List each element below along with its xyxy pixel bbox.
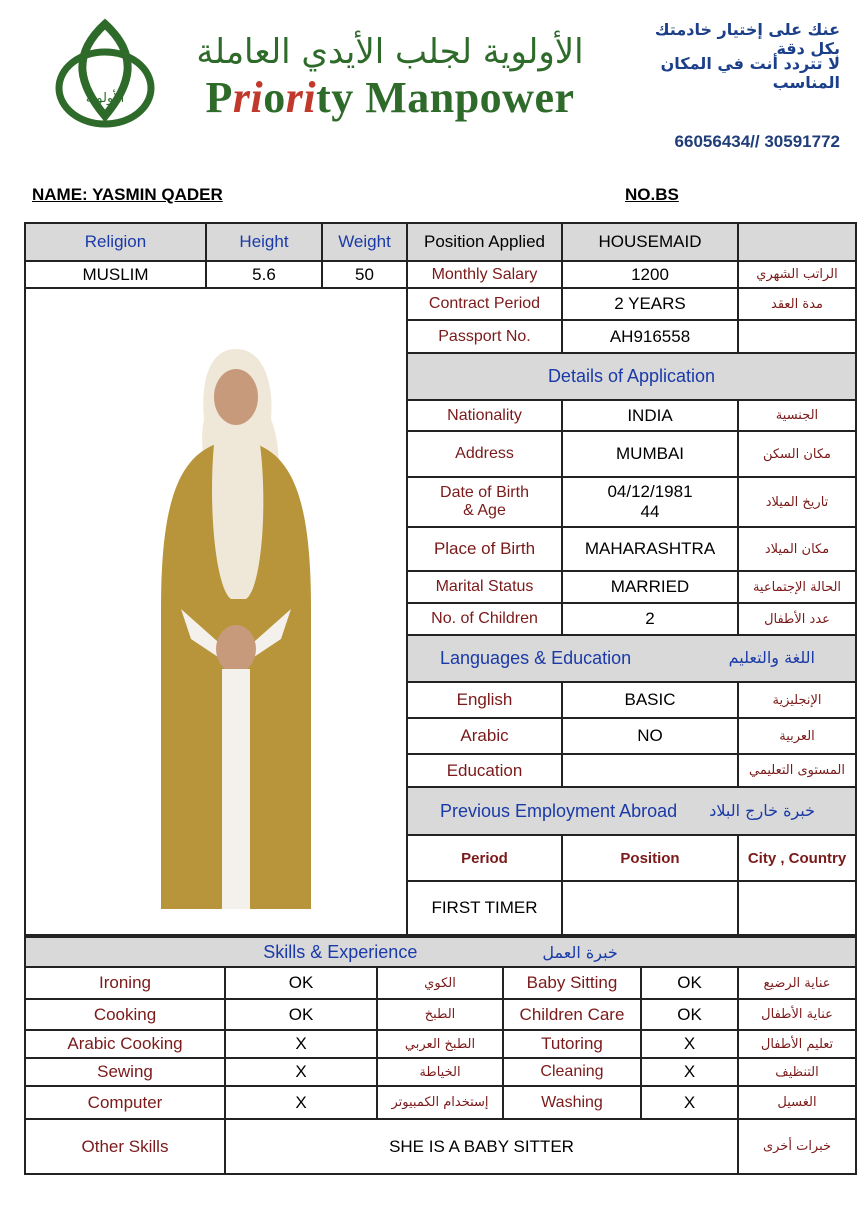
place-of-birth-value: MAHARASHTRA: [562, 527, 738, 571]
nationality-ar: الجنسية: [738, 400, 856, 431]
brand-name-arabic: الأولوية لجلب الأيدي العاملة: [196, 32, 584, 72]
skill-label: Cooking: [25, 999, 225, 1030]
candidate-photo: [156, 349, 316, 924]
passport-blank: [738, 320, 856, 353]
marital-status-label: Marital Status: [407, 571, 562, 603]
skill-value: OK: [641, 967, 738, 999]
tagline-line-1: عنك على إختيار خادمتك بكل دقة: [654, 20, 840, 58]
education-ar: المستوى التعليمي: [738, 754, 856, 787]
contract-period-value: 2 YEARS: [562, 288, 738, 320]
other-skills-ar: خبرات أخرى: [738, 1119, 856, 1174]
skill-label: Washing: [503, 1086, 641, 1119]
skill-row: [25, 999, 856, 1030]
skill-label: Baby Sitting: [503, 967, 641, 999]
skill-value: X: [641, 1086, 738, 1119]
skill-ar: التنظيف: [738, 1058, 856, 1086]
skill-value: OK: [225, 999, 377, 1030]
company-logo: [50, 16, 160, 134]
skills-table: [24, 936, 857, 1175]
skill-value: X: [225, 1030, 377, 1058]
skill-value: OK: [225, 967, 377, 999]
candidate-photo-cell: [25, 288, 407, 935]
arabic-value: NO: [562, 718, 738, 754]
place-of-birth-label: Place of Birth: [407, 527, 562, 571]
skill-value: X: [641, 1058, 738, 1086]
monthly-salary-label: Monthly Salary: [407, 261, 562, 288]
dob-value: 04/12/1981 44: [562, 477, 738, 527]
skill-ar: الطبخ: [377, 999, 503, 1030]
address-value: MUMBAI: [562, 431, 738, 477]
arabic-ar: العربية: [738, 718, 856, 754]
skill-label: Sewing: [25, 1058, 225, 1086]
skill-label: Arabic Cooking: [25, 1030, 225, 1058]
children-label: No. of Children: [407, 603, 562, 635]
nationality-label: Nationality: [407, 400, 562, 431]
english-ar: الإنجليزية: [738, 682, 856, 718]
other-skills-label: Other Skills: [25, 1119, 225, 1174]
religion-header: Religion: [25, 223, 206, 261]
skill-ar: عناية الأطفال: [738, 999, 856, 1030]
contract-period-ar: مدة العقد: [738, 288, 856, 320]
monthly-salary-value: 1200: [562, 261, 738, 288]
skill-ar: تعليم الأطفال: [738, 1030, 856, 1058]
weight-header: Weight: [322, 223, 407, 261]
tagline-line-2: لا تتردد أنت في المكان المناسب: [660, 54, 840, 92]
skill-label: Tutoring: [503, 1030, 641, 1058]
skill-value: OK: [641, 999, 738, 1030]
contract-period-label: Contract Period: [407, 288, 562, 320]
place-of-birth-ar: مكان الميلاد: [738, 527, 856, 571]
dob-label: Date of Birth & Age: [407, 477, 562, 527]
employment-position-value: [562, 881, 738, 935]
other-skills-value: SHE IS A BABY SITTER: [225, 1119, 738, 1174]
skill-row: [25, 1058, 856, 1086]
religion-value: MUSLIM: [25, 261, 206, 288]
marital-status-ar: الحالة الإجتماعية: [738, 571, 856, 603]
height-value: 5.6: [206, 261, 322, 288]
skills-section-title: Skills & Experience خبرة العمل: [25, 937, 856, 967]
skill-ar: إستخدام الكمبيوتر: [377, 1086, 503, 1119]
employment-position-header: Position: [562, 835, 738, 881]
employment-section-title: Previous Employment Abroad خبرة خارج البلاد: [407, 787, 856, 835]
children-value: 2: [562, 603, 738, 635]
skill-label: Computer: [25, 1086, 225, 1119]
skill-ar: الكوي: [377, 967, 503, 999]
skill-row: [25, 1086, 856, 1119]
marital-status-value: MARRIED: [562, 571, 738, 603]
children-ar: عدد الأطفال: [738, 603, 856, 635]
employment-location-value: [738, 881, 856, 935]
skill-label: Children Care: [503, 999, 641, 1030]
passport-value: AH916558: [562, 320, 738, 353]
passport-label: Passport No.: [407, 320, 562, 353]
reference-number: NO.BS: [625, 185, 679, 204]
weight-value: 50: [322, 261, 407, 288]
skill-label: Ironing: [25, 967, 225, 999]
brand-name-english: Priority Manpower: [205, 73, 575, 122]
english-label: English: [407, 682, 562, 718]
arabic-label: Arabic: [407, 718, 562, 754]
application-table: [24, 222, 857, 936]
education-label: Education: [407, 754, 562, 787]
skill-row: [25, 967, 856, 999]
education-value: [562, 754, 738, 787]
phone-numbers: 66056434// 30591772: [674, 132, 840, 151]
monthly-salary-ar: الراتب الشهري: [738, 261, 856, 288]
address-label: Address: [407, 431, 562, 477]
nationality-value: INDIA: [562, 400, 738, 431]
position-applied-blank: [738, 223, 856, 261]
employment-period-header: Period: [407, 835, 562, 881]
position-applied-value: HOUSEMAID: [562, 223, 738, 261]
skill-ar: الخياطة: [377, 1058, 503, 1086]
position-applied-label: Position Applied: [407, 223, 562, 261]
skill-ar: عناية الرضيع: [738, 967, 856, 999]
employment-period-value: FIRST TIMER: [407, 881, 562, 935]
skill-value: X: [641, 1030, 738, 1058]
dob-ar: تاريخ الميلاد: [738, 477, 856, 527]
skill-label: Cleaning: [503, 1058, 641, 1086]
logo-lettering: الأولوية: [85, 91, 125, 106]
employment-location-header: City , Country: [738, 835, 856, 881]
skill-row: [25, 1030, 856, 1058]
address-ar: مكان السكن: [738, 431, 856, 477]
skill-ar: الطبخ العربي: [377, 1030, 503, 1058]
languages-section-title: Languages & Education اللغة والتعليم: [407, 635, 856, 682]
skill-ar: الغسيل: [738, 1086, 856, 1119]
skill-value: X: [225, 1086, 377, 1119]
candidate-name: NAME: YASMIN QADER: [32, 185, 223, 204]
details-section-title: Details of Application: [407, 353, 856, 400]
height-header: Height: [206, 223, 322, 261]
skill-value: X: [225, 1058, 377, 1086]
english-value: BASIC: [562, 682, 738, 718]
